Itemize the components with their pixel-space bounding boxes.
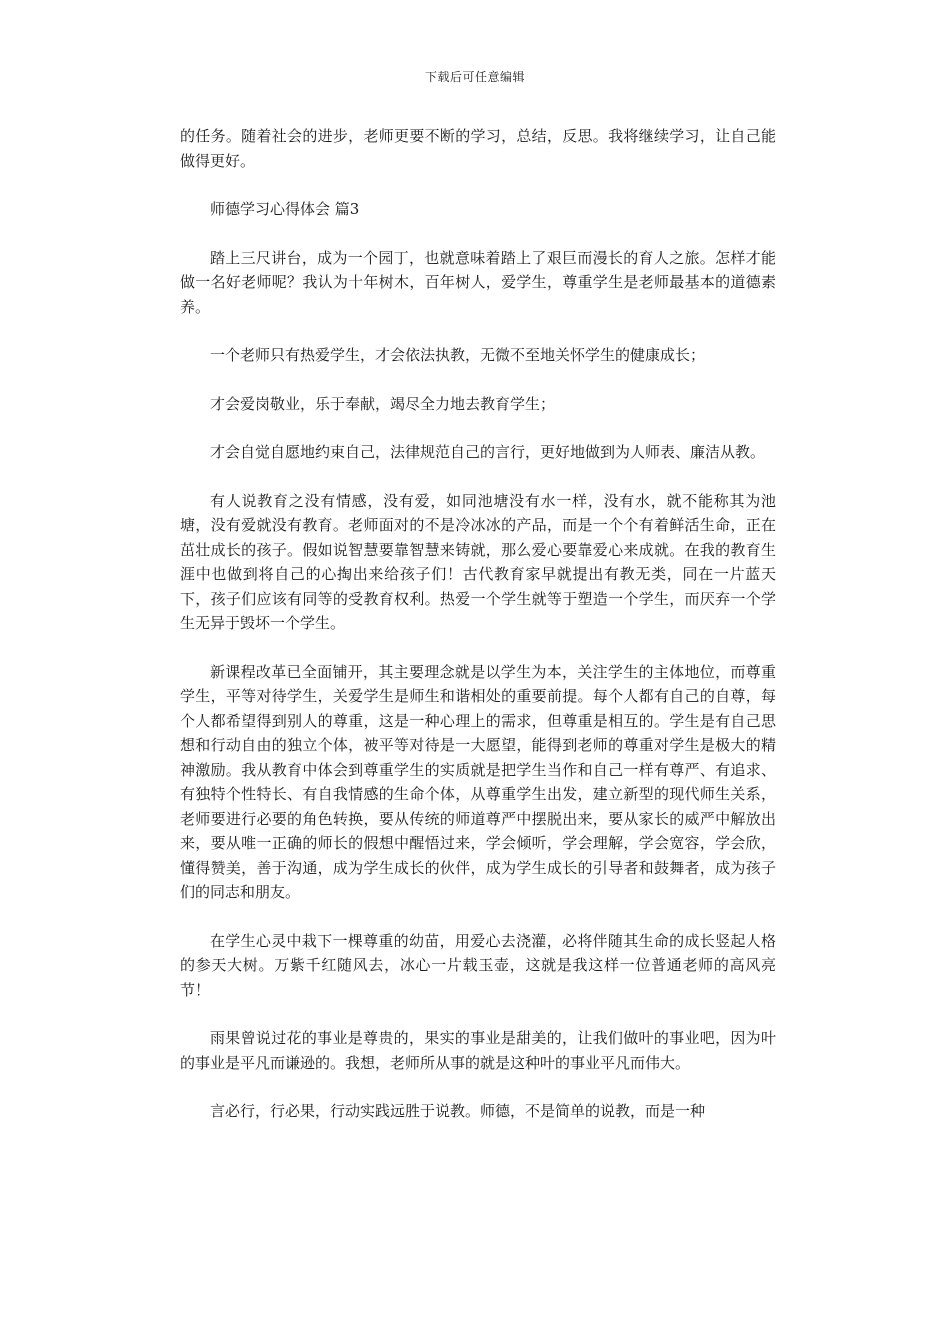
header-note: 下载后可任意编辑 <box>424 70 525 84</box>
paragraph: 在学生心灵中栽下一棵尊重的幼苗，用爱心去浇灌，必将伴随其生命的成长竖起人格的参天大树。万紫千红随风去，冰心一片载玉壶，这就是我这样一位普通老师的高风亮节！ <box>180 931 776 999</box>
paragraph: 言必行，行必果，行动实践远胜于说教。师德，不是简单的说教，而是一种 <box>210 1102 706 1120</box>
paragraph: 一个老师只有热爱学生，才会依法执教，无微不至地关怀学生的健康成长； <box>210 346 706 364</box>
paragraph: 新课程改革已全面铺开，其主要理念就是以学生为本，关注学生的主体地位，而尊重学生，平等对待学生，关爱学生是师生和谐相处的重要前提。每个人都有自己的自尊，每个人都希望得到别人的尊重，这是一种心理上的需求，但尊重是相互的。学生是有自己思想和行动自由的独立个体，被平等对待是一大愿望，能得到老师的尊重对学生是极大的精神激励。我从教育中体会到尊重学生的实质就是把学生当作和自己一样有尊严、有追求、有独特个性特长、有自我情感的生命个体，从尊重学生出发，建立新型的现代师生关系，老师要进行必要的角色转换，要从传统的师道尊严中摆脱出来，要从家长的威严中解放出来，要从唯一正确的师长的假想中醒悟过来，学会倾听，学会理解，学会宽容，学会欣，懂得赞美，善于沟通，成为学生成长的伙伴，成为学生成长的引导者和鼓舞者，成为孩子们的同志和朋友。 <box>180 662 776 901</box>
section-heading: 师德学习心得体会 篇3 <box>210 200 360 218</box>
paragraph: 雨果曾说过花的事业是尊贵的，果实的事业是甜美的，让我们做叶的事业吧，因为叶的事业是平凡而谦逊的。我想，老师所从事的就是这种叶的事业平凡而伟大。 <box>180 1029 776 1072</box>
paragraph: 有人说教育之没有情感，没有爱，如同池塘没有水一样，没有水，就不能称其为池塘，没有爱就没有教育。老师面对的不是冷冰冰的产品，而是一个个有着鲜活生命，正在茁壮成长的孩子。假如说智慧要靠智慧来铸就，那么爱心要靠爱心来成就。在我的教育生涯中也做到将自己的心掏出来给孩子们！古代教育家早就提出有教无类，同在一片蓝天下，孩子们应该有同等的受教育权利。热爱一个学生就等于塑造一个学生，而厌弃一个学生无异于毁坏一个学生。 <box>180 491 776 632</box>
document-body <box>180 124 776 1148</box>
paragraph: 才会自觉自愿地约束自己，法律规范自己的言行，更好地做到为人师表、廉洁从教。 <box>210 443 766 461</box>
paragraph: 才会爱岗敬业，乐于奉献，竭尽全力地去教育学生； <box>210 394 556 413</box>
paragraph-continuation: 的任务。随着社会的进步，老师更要不断的学习，总结，反思。我将继续学习，让自己能做得更好。 <box>180 127 776 170</box>
paragraph: 踏上三尺讲台，成为一个园丁，也就意味着踏上了艰巨而漫长的育人之旅。怎样才能做一名好老师呢？我认为十年树木，百年树人，爱学生，尊重学生是老师最基本的道德素养。 <box>180 248 776 316</box>
